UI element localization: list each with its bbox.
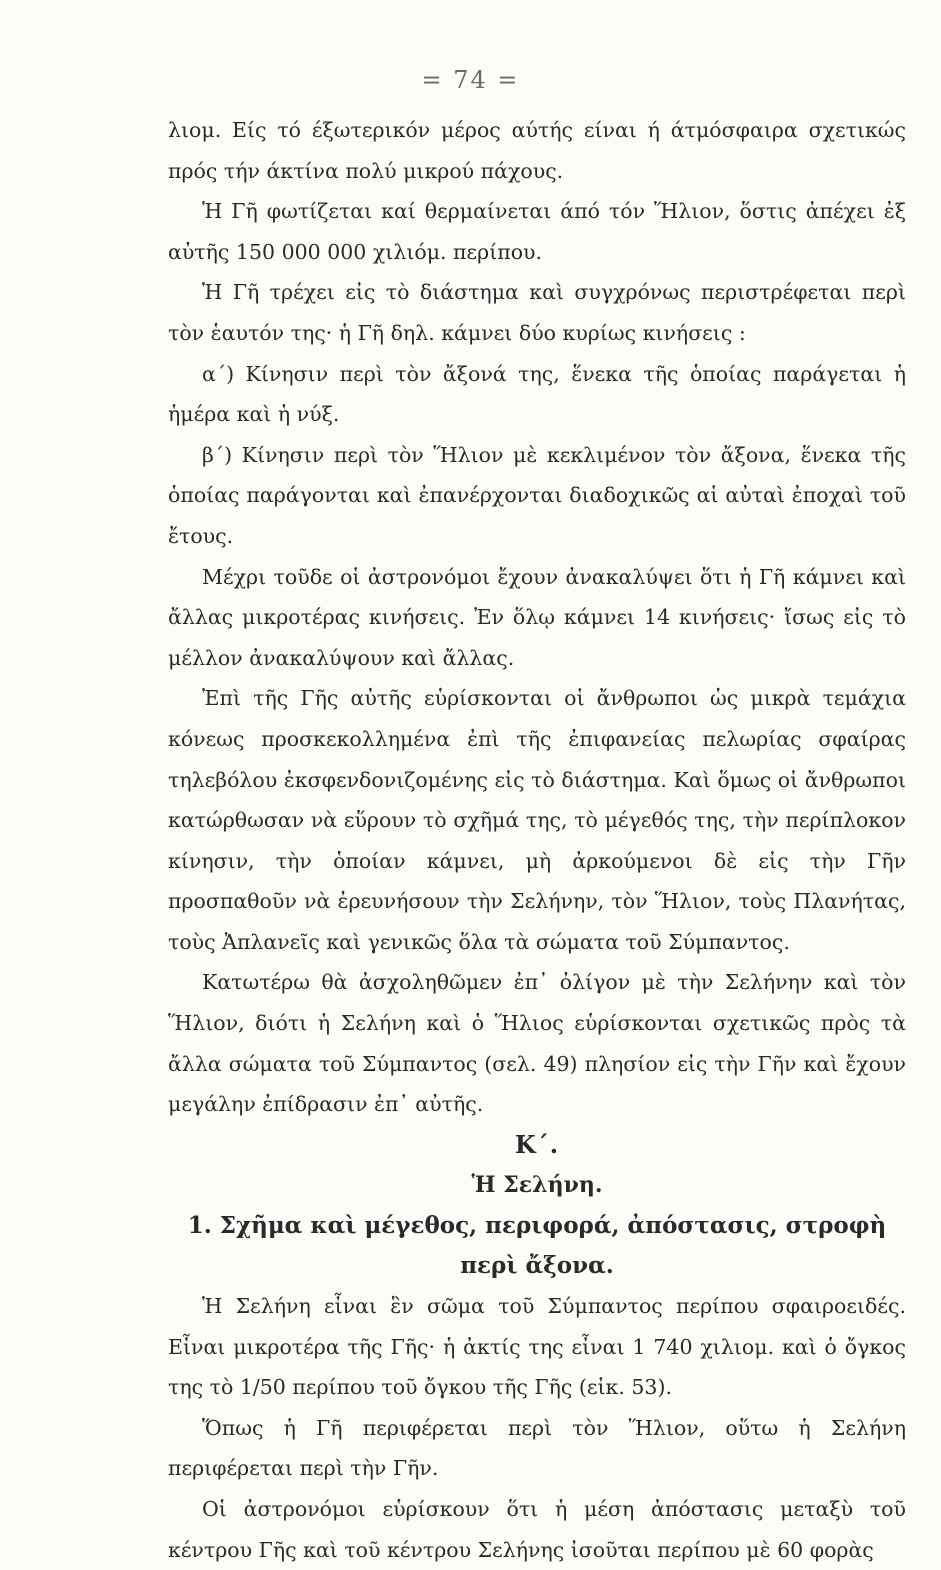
- paragraph: Ἐπὶ τῆς Γῆς αὐτῆς εὑρίσκονται οἱ ἄνθρωποι ὡς μικρὰ τεμάχια κόνεως προσκεκολλημένα ἐπὶ τῆς ἐπιφανείας πελωρίας σφαίρας τηλεβόλου ἐκσφενδονιζομένης εἰς τὸ διάστημα. Καὶ ὅμως οἱ ἄνθρωποι κατώρθωσαν νὰ εὕρουν τὸ σχῆμά της, τὸ μέγεθός της, τὴν περίπλοκον κίνησιν, τὴν ὁποίαν κάμνει, μὴ ἀρκούμενοι δὲ εἰς τὴν Γῆν προσπαθοῦν νὰ ἐρευνήσουν τὴν Σελήνην, τὸν Ἥλιον, τοὺς Πλανήτας, τοὺς Ἀπλανεῖς καὶ γενικῶς ὅλα τὰ σώματα τοῦ Σύμπαντος.: [168, 686, 906, 954]
- paragraph: Μέχρι τοῦδε οἱ ἀστρονόμοι ἔχουν ἀνακαλύψει ὅτι ἡ Γῆ κάμνει καὶ ἄλλας μικροτέρας κινήσεις. Ἐν ὅλῳ κάμνει 14 κινήσεις· ἴσως εἰς τὸ μέλλον ἀνακαλύψουν καὶ ἄλλας.: [168, 564, 906, 670]
- page-number: = 74 =: [421, 66, 520, 94]
- body-text: [168, 110, 906, 1570]
- section-heading: 1. Σχῆμα καὶ μέγεθος, περιφορά, ἀπόστασις, στροφὴ περὶ ἄξονα.: [187, 1212, 887, 1280]
- paragraph: β΄) Κίνησιν περὶ τὸν Ἥλιον μὲ κεκλιμένον τὸν ἄξονα, ἕνεκα τῆς ὁποίας παράγονται καὶ ἐπανέρχονται διαδοχικῶς αἱ αὐταὶ ἐποχαὶ τοῦ ἔτους.: [168, 442, 906, 548]
- paragraph: Ἡ Σελήνη εἶναι ἓν σῶμα τοῦ Σύμπαντος περίπου σφαιροειδές. Εἶναι μικροτέρα τῆς Γῆς· ἡ ἀκτίς της εἶναι 1 740 χιλιομ. καὶ ὁ ὄγκος της τὸ 1/50 περίπου τοῦ ὄγκου τῆς Γῆς (εἰκ. 53).: [168, 1294, 906, 1400]
- paragraph: Οἱ ἀστρονόμοι εὑρίσκουν ὅτι ἡ μέση ἀπόστασις μεταξὺ τοῦ κέντρου Γῆς καὶ τοῦ κέντρου Σελήνης ἰσοῦται περίπου μὲ 60 φορὰς: [168, 1497, 906, 1562]
- chapter-number: Κ΄.: [514, 1129, 560, 1159]
- paragraph: Ἡ Γῆ τρέχει εἰς τὸ διάστημα καὶ συγχρόνως περιστρέφεται περὶ τὸν ἑαυτόν της· ἡ Γῆ δηλ. κάμνει δύο κυρίως κινήσεις :: [168, 280, 906, 345]
- paragraph: Ἡ Γῆ φωτίζεται καί θερμαίνεται άπό τόν Ἥλιον, ὅστις ἀπέχει ἐξ αὐτῆς 150 000 000 χιλιόμ. περίπου.: [168, 199, 906, 264]
- chapter-title: Ἡ Σελήνη.: [471, 1172, 603, 1199]
- paragraph: Κατωτέρω θὰ ἀσχοληθῶμεν ἐπ᾿ ὀλίγον μὲ τὴν Σελήνην καὶ τὸν Ἥλιον, διότι ἡ Σελήνη καὶ ὁ Ἥλιος εὑρίσκονται σχετικῶς πρὸς τὰ ἄλλα σώματα τοῦ Σύμπαντος (σελ. 49) πλησίον εἰς τὴν Γῆν καὶ ἔχουν μεγάλην ἐπίδρασιν ἐπ᾿ αὐτῆς.: [168, 970, 906, 1117]
- paragraph: α΄) Κίνησιν περὶ τὸν ἄξονά της, ἕνεκα τῆς ὁποίας παράγεται ἡ ἡμέρα καὶ ἡ νύξ.: [168, 361, 906, 427]
- paragraph: λιομ. Είς τό έξωτερικόν μέρος αύτής είναι ή άτμόσφαιρα σχετικώς πρός τήν άκτίνα πολύ μικρού πάχους.: [168, 118, 906, 183]
- paragraph: Ὅπως ἡ Γῆ περιφέρεται περὶ τὸν Ἥλιον, οὕτω ἡ Σελήνη περιφέρεται περὶ τὴν Γῆν.: [168, 1415, 906, 1481]
